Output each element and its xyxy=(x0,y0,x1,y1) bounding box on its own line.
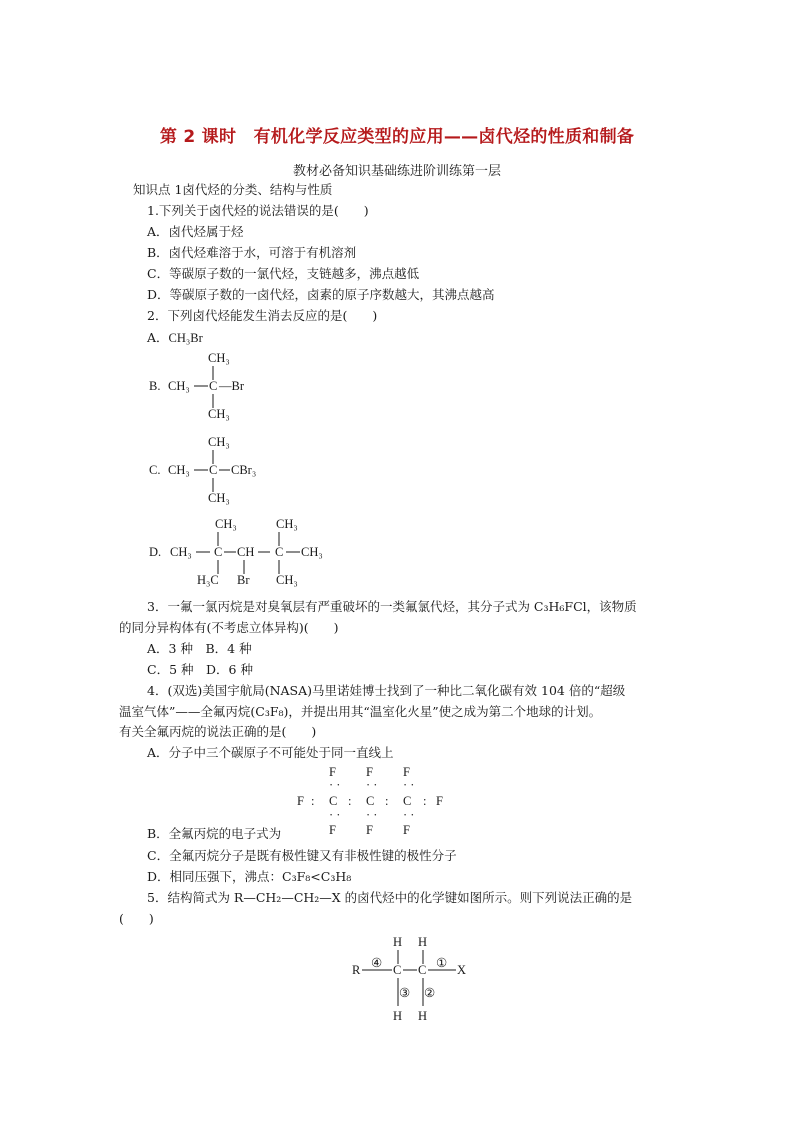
q3-stem-line1: 3．一氟一氯丙烷是对臭氧层有严重破坏的一类氟氯代烃，其分子式为 C₃H₆FCl，该物质 xyxy=(147,599,637,614)
q5-bond-2: ② xyxy=(424,986,436,1000)
q4-f-bottom-2: F xyxy=(366,823,373,837)
q1-option-a: A．卤代烃属于烃 xyxy=(147,224,244,239)
q2-d-br: Br xyxy=(237,573,250,587)
q2-option-d-label: D. xyxy=(149,545,162,559)
q5-x: X xyxy=(457,963,467,977)
q3-options-cd: C．5 种 D．6 种 xyxy=(147,662,253,677)
q2-d-ch: CH xyxy=(237,545,255,559)
q2-b-carbon: C xyxy=(209,379,218,393)
q4-option-b: B．全氟丙烷的电子式为 xyxy=(147,826,282,841)
q5-bond-3: ③ xyxy=(399,986,411,1000)
q2-option-a-label: A． xyxy=(147,330,169,345)
q2-d-c3-top-ch3: CH₃ xyxy=(276,517,298,531)
q2-d-left-ch3: CH₃ xyxy=(170,545,192,559)
section-heading: 知识点 1卤代烃的分类、结构与性质 xyxy=(133,182,333,197)
q2-d-c1-top-ch3: CH₃ xyxy=(215,517,237,531)
q2-b-left-ch3: CH₃ xyxy=(168,379,190,393)
q5-r: R xyxy=(352,963,361,977)
q1-option-c: C．等碳原子数的一氯代烃，支链越多，沸点越低 xyxy=(147,266,420,281)
q4-colon-2: : xyxy=(348,794,352,808)
q2-c-carbon: C xyxy=(209,463,218,477)
q4-option-c: C．全氟丙烷分子是既有极性键又有非极性键的极性分子 xyxy=(147,848,457,863)
q1-option-b: B．卤代烃难溶于水，可溶于有机溶剂 xyxy=(147,245,357,260)
q4-dots-top-1: · · xyxy=(329,778,341,792)
q4-dots-top-3: · · xyxy=(403,778,415,792)
q2-b-bottom-ch3: CH₃ xyxy=(208,407,230,421)
q3-stem-line2: 的同分异构体有(不考虑立体异构)( ) xyxy=(119,620,339,635)
q4-c2: C xyxy=(366,794,375,808)
q2-option-a-formula: CH₃Br xyxy=(168,331,203,345)
q2-option-b-label: B. xyxy=(149,379,161,393)
q4-f-right: F xyxy=(436,794,443,808)
section-subtitle: 教材必备知识基础练进阶训练第一层 xyxy=(292,164,501,179)
q4-dots-top-2: · · xyxy=(366,778,378,792)
q4-colon-4: : xyxy=(423,794,427,808)
q5-h-top-1: H xyxy=(393,935,403,949)
q4-c3: C xyxy=(403,794,412,808)
q5-c2: C xyxy=(418,963,427,977)
q4-stem-line1: 4．(双选)美国宇航局(NASA)马里诺娃博士找到了一种比二氧化碳有效 104 倍的“超级 xyxy=(147,683,626,698)
q4-c1: C xyxy=(329,794,338,808)
q5-bond-diagram xyxy=(345,928,485,1028)
q2-structure-d xyxy=(140,512,340,592)
q2-option-a xyxy=(147,328,203,348)
q4-dots-bottom-1: · · xyxy=(329,808,341,822)
q3-options-ab: A．3 种 B．4 种 xyxy=(147,641,252,656)
q2-stem: 2．下列卤代烃能发生消去反应的是( ) xyxy=(147,308,378,323)
q2-c-top-ch3: CH₃ xyxy=(208,435,230,449)
q1-option-d: D．等碳原子数的一卤代烃，卤素的原子序数越大，其沸点越高 xyxy=(147,287,495,302)
q4-dots-bottom-2: · · xyxy=(366,808,378,822)
q4-f-top-3: F xyxy=(403,765,410,779)
q5-stem-line2: ( ) xyxy=(119,911,154,926)
q2-c-cbr3: CBr₃ xyxy=(231,463,257,477)
q4-f-left: F xyxy=(297,794,304,808)
q4-f-top-2: F xyxy=(366,765,373,779)
q4-f-bottom-1: F xyxy=(329,823,336,837)
q1-stem: 1.下列关于卤代烃的说法错误的是( ) xyxy=(147,203,369,218)
q2-b-top-ch3: CH₃ xyxy=(208,351,230,365)
q4-option-a: A．分子中三个碳原子不可能处于同一直线上 xyxy=(147,745,394,760)
q2-d-c3: C xyxy=(275,545,284,559)
q2-d-right-ch3: CH₃ xyxy=(301,545,323,559)
q4-dots-bottom-3: · · xyxy=(403,808,415,822)
q4-electron-dot-formula xyxy=(290,760,460,840)
q2-d-c1-bottom-h3c: H₃C xyxy=(197,573,219,587)
q4-colon-3: : xyxy=(385,794,389,808)
q4-stem-line3: 有关全氟丙烷的说法正确的是( ) xyxy=(119,724,317,739)
q5-bond-1: ① xyxy=(436,956,448,970)
q5-h-bottom-2: H xyxy=(418,1009,428,1023)
q4-f-bottom-3: F xyxy=(403,823,410,837)
q2-c-bottom-ch3: CH₃ xyxy=(208,491,230,505)
q4-f-top-1: F xyxy=(329,765,336,779)
q4-colon-1: : xyxy=(311,794,315,808)
q4-stem-line2: 温室气体”——全氟丙烷(C₃F₈)，并提出用其“温室化火星”使之成为第二个地球的计划。 xyxy=(119,704,602,719)
q5-h-top-2: H xyxy=(418,935,428,949)
q2-d-c1: C xyxy=(214,545,223,559)
q2-b-br: —Br xyxy=(219,379,244,393)
q2-structure-c xyxy=(140,430,290,510)
page-title: 第 2 课时 有机化学反应类型的应用——卤代烃的性质和制备 xyxy=(159,127,635,147)
q5-c1: C xyxy=(393,963,402,977)
q2-c-left-ch3: CH₃ xyxy=(168,463,190,477)
q5-bond-4: ④ xyxy=(371,956,383,970)
q5-stem-line1: 5．结构简式为 R—CH₂—CH₂—X 的卤代烃中的化学键如图所示。则下列说法正确的是 xyxy=(147,890,633,905)
q2-structure-b xyxy=(140,346,280,426)
q2-d-c3-bottom-ch3: CH₃ xyxy=(276,573,298,587)
q2-option-c-label: C. xyxy=(149,463,161,477)
q5-h-bottom-1: H xyxy=(393,1009,403,1023)
q4-option-d: D．相同压强下，沸点：C₃F₈<C₃H₈ xyxy=(147,869,352,884)
